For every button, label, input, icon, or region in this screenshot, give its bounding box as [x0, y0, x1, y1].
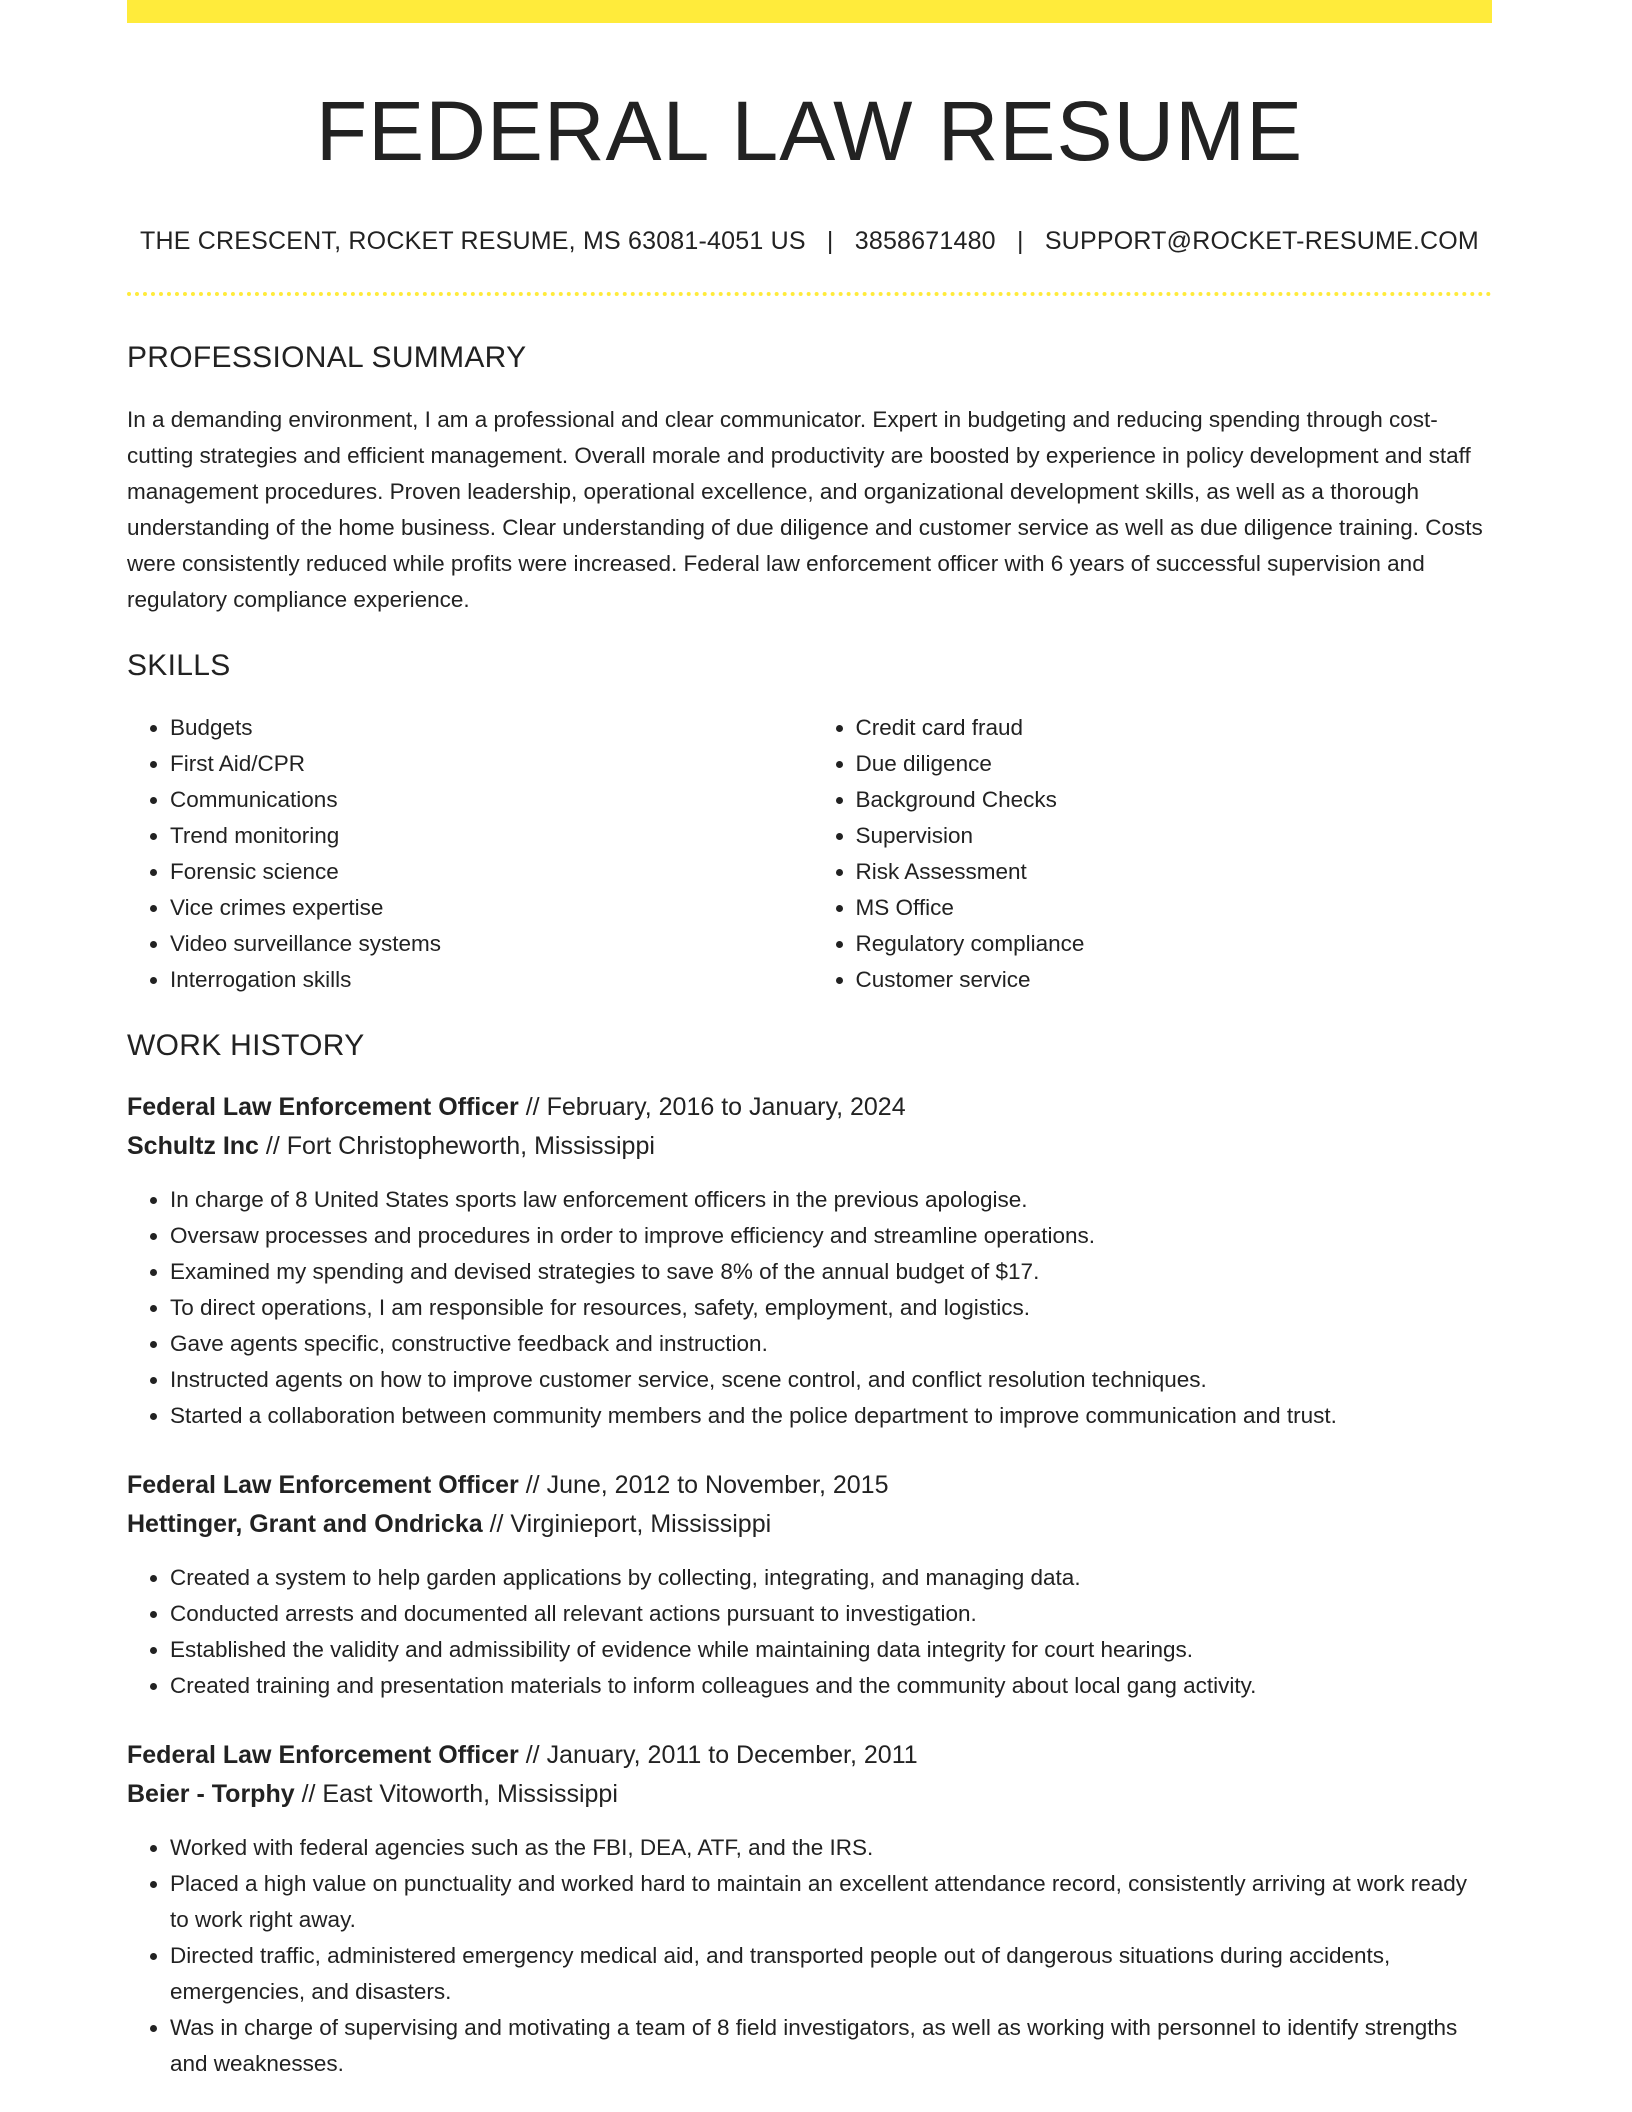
work-history-heading: WORK HISTORY: [127, 1029, 365, 1062]
job-bullet: • Examined my spending and devised strategies to save 8% of the annual budget of $17.: [170, 1254, 1492, 1290]
job-entry: [127, 1736, 1492, 2082]
dotted-divider: [127, 292, 1492, 296]
job-title-line: [127, 1088, 1492, 1127]
skill-item: • Trend monitoring: [170, 818, 810, 854]
job-bullet: • Oversaw processes and procedures in order to improve efficiency and streamline operations.: [170, 1218, 1492, 1254]
contact-line: [127, 226, 1492, 256]
accent-bar: [127, 0, 1492, 23]
job-company-line: [127, 1775, 1492, 1814]
job-title: Federal Law Enforcement Officer: [127, 1741, 519, 1769]
job-entry: [127, 1466, 1492, 1704]
skill-item: • Due diligence: [856, 746, 1493, 782]
job-bullet: • Conducted arrests and documented all relevant actions pursuant to investigation.: [170, 1596, 1492, 1632]
job-location: // Fort Christopheworth, Mississippi: [265, 1132, 655, 1160]
skill-item: • Risk Assessment: [856, 854, 1493, 890]
job-title-line: [127, 1736, 1492, 1775]
job-location: // East Vitoworth, Mississippi: [301, 1780, 618, 1808]
separator: |: [1016, 227, 1024, 255]
skill-item: • Budgets: [170, 710, 810, 746]
skill-item: • Vice crimes expertise: [170, 890, 810, 926]
job-entry: [127, 1088, 1492, 1434]
summary-text: In a demanding environment, I am a professional and clear communicator. Expert in budgeting and reducing spending through cost-cutting strategies and efficient management. Overall morale and productivity are boosted by experience in policy development and staff management procedures. Proven leadership, operational excellence, and organizational development skills, as well as a thorough understanding of the home business. Clear understanding of due diligence and customer service as well as due diligence training. Costs were consistently reduced while profits were increased. Federal law enforcement officer with 6 years of successful supervision and regulatory compliance experience.: [127, 407, 1483, 612]
job-title: Federal Law Enforcement Officer: [127, 1093, 519, 1121]
email-link[interactable]: SUPPORT@ROCKET-RESUME.COM: [1044, 227, 1479, 255]
job-bullets: [127, 1830, 1492, 2082]
summary-heading: PROFESSIONAL SUMMARY: [127, 341, 527, 374]
job-dates: // June, 2012 to November, 2015: [525, 1471, 889, 1499]
skill-item: • Customer service: [856, 962, 1493, 998]
resume-title: FEDERAL LAW RESUME: [315, 84, 1304, 178]
job-bullet: • Placed a high value on punctuality and worked hard to maintain an excellent attendance record, consistently arriving at work ready to work right away.: [170, 1866, 1492, 1938]
job-bullet: • Created training and presentation materials to inform colleagues and the community about local gang activity.: [170, 1668, 1492, 1704]
job-company-line: [127, 1505, 1492, 1544]
job-company: Hettinger, Grant and Ondricka: [127, 1510, 483, 1538]
job-title: Federal Law Enforcement Officer: [127, 1471, 519, 1499]
job-company: Schultz Inc: [127, 1132, 259, 1160]
job-bullets: [127, 1560, 1492, 1704]
job-location: // Virginieport, Mississippi: [489, 1510, 772, 1538]
job-company: Beier - Torphy: [127, 1780, 295, 1808]
job-title-line: [127, 1466, 1492, 1505]
skills-list: [127, 710, 1492, 998]
job-bullet: • Gave agents specific, constructive feedback and instruction.: [170, 1326, 1492, 1362]
skill-item: • Supervision: [856, 818, 1493, 854]
address: THE CRESCENT, ROCKET RESUME, MS 63081-4051 US: [140, 227, 806, 255]
skill-item: • Background Checks: [856, 782, 1493, 818]
skill-item: • Video surveillance systems: [170, 926, 810, 962]
skills-column-right: [810, 710, 1493, 998]
job-company-line: [127, 1127, 1492, 1166]
job-bullet: • Instructed agents on how to improve customer service, scene control, and conflict resolution techniques.: [170, 1362, 1492, 1398]
job-bullet: • Created a system to help garden applications by collecting, integrating, and managing data.: [170, 1560, 1492, 1596]
job-bullets: [127, 1182, 1492, 1434]
job-bullet: • Established the validity and admissibility of evidence while maintaining data integrity for court hearings.: [170, 1632, 1492, 1668]
job-bullet: • Started a collaboration between community members and the police department to improve communication and trust.: [170, 1398, 1492, 1434]
job-bullet: • Was in charge of supervising and motivating a team of 8 field investigators, as well as working with personnel to identify strengths and weaknesses.: [170, 2010, 1492, 2082]
job-dates: // February, 2016 to January, 2024: [525, 1093, 906, 1121]
skill-item: • Credit card fraud: [856, 710, 1493, 746]
skill-item: • First Aid/CPR: [170, 746, 810, 782]
skill-item: • Communications: [170, 782, 810, 818]
job-dates: // January, 2011 to December, 2011: [525, 1741, 918, 1769]
skills-heading: SKILLS: [127, 649, 231, 682]
job-bullet: • Directed traffic, administered emergency medical aid, and transported people out of dangerous situations during accidents, emergencies, and disasters.: [170, 1938, 1492, 2010]
skill-item: • Forensic science: [170, 854, 810, 890]
skill-item: • Regulatory compliance: [856, 926, 1493, 962]
skills-column-left: [127, 710, 810, 998]
resume-page: [127, 0, 1492, 2082]
job-bullet: • In charge of 8 United States sports law enforcement officers in the previous apologise.: [170, 1182, 1492, 1218]
separator: |: [826, 227, 834, 255]
job-bullet: • Worked with federal agencies such as the FBI, DEA, ATF, and the IRS.: [170, 1830, 1492, 1866]
skill-item: • MS Office: [856, 890, 1493, 926]
skill-item: • Interrogation skills: [170, 962, 810, 998]
job-bullet: • To direct operations, I am responsible for resources, safety, employment, and logistics.: [170, 1290, 1492, 1326]
phone: 3858671480: [854, 227, 996, 255]
